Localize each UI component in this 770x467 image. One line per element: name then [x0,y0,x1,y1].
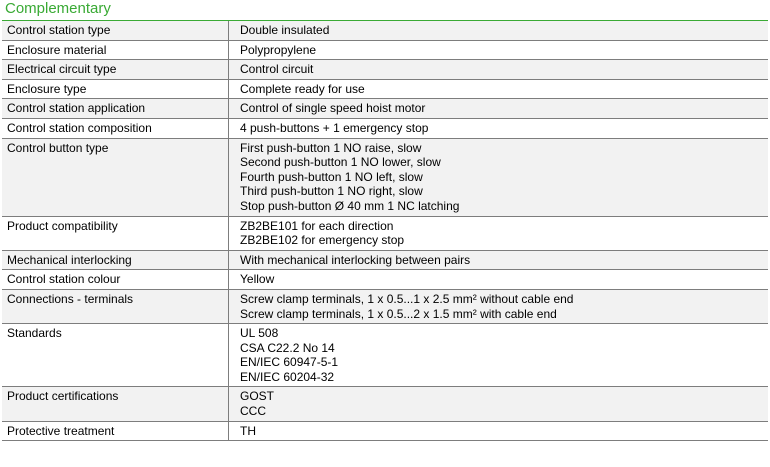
table-row [2,324,768,387]
row-label: Standards [2,324,229,386]
row-label: Electrical circuit type [2,60,229,79]
row-value [229,217,768,250]
table-row [2,290,768,324]
row-value-line: Control circuit [240,62,314,77]
row-label: Control station application [2,99,229,118]
row-value [229,270,768,289]
table-row [2,21,768,41]
table-row [2,387,768,421]
row-value-line: UL 508 [240,326,279,341]
row-value [229,324,768,386]
row-label: Product certifications [2,387,229,420]
row-value-line: CSA C22.2 No 14 [240,340,335,355]
table-row [2,139,768,217]
row-value-line: Control of single speed hoist motor [240,101,426,116]
row-label: Enclosure type [2,80,229,99]
row-value-line: With mechanical interlocking between pairs [240,252,471,267]
row-value [229,422,768,441]
table-row [2,80,768,100]
row-value-line: Fourth push-button 1 NO left, slow [240,169,423,184]
row-label: Enclosure material [2,41,229,60]
row-value-line: Double insulated [240,23,330,37]
row-value [229,99,768,118]
table-row [2,41,768,61]
row-value-line: Third push-button 1 NO right, slow [240,184,423,199]
table-row [2,270,768,290]
row-value [229,21,768,40]
table-row [2,251,768,271]
row-value [229,290,768,323]
row-value [229,139,768,216]
row-label: Protective treatment [2,422,229,441]
row-label: Mechanical interlocking [2,251,229,270]
row-value-line: ZB2BE102 for emergency stop [240,233,405,248]
row-value-line: GOST [240,389,275,404]
table-row [2,119,768,139]
row-value-line: Second push-button 1 NO lower, slow [240,155,441,170]
table-row [2,99,768,119]
table-row [2,60,768,80]
section-title: Complementary [5,0,111,17]
row-value-line: CCC [240,404,266,419]
row-value-line: Screw clamp terminals, 1 x 0.5...2 x 1.5 mm² with cable end [240,306,557,321]
row-value [229,60,768,79]
row-label: Control station type [2,21,229,40]
row-value [229,387,768,420]
row-value-line: Stop push-button Ø 40 mm 1 NC latching [240,198,460,213]
row-value-line: Polypropylene [240,42,317,57]
row-label: Control button type [2,139,229,216]
row-value-line: EN/IEC 60204-32 [240,369,335,384]
row-label: Connections - terminals [2,290,229,323]
table-row [2,217,768,251]
row-value [229,41,768,60]
spec-table [2,20,768,441]
row-value-line: Screw clamp terminals, 1 x 0.5...1 x 2.5 mm² without cable end [240,291,574,306]
row-label: Control station composition [2,119,229,138]
row-label: Control station colour [2,270,229,289]
row-value [229,80,768,99]
row-value-line: EN/IEC 60947-5-1 [240,355,339,370]
row-value-line: First push-button 1 NO raise, slow [240,140,422,155]
row-value-line: TH [240,423,256,438]
row-label: Product compatibility [2,217,229,250]
row-value-line: Yellow [240,272,275,287]
row-value [229,119,768,138]
row-value-line: ZB2BE101 for each direction [240,218,394,233]
table-row [2,422,768,442]
row-value [229,251,768,270]
row-value-line: Complete ready for use [240,81,365,96]
row-value-line: 4 push-buttons + 1 emergency stop [240,120,429,135]
